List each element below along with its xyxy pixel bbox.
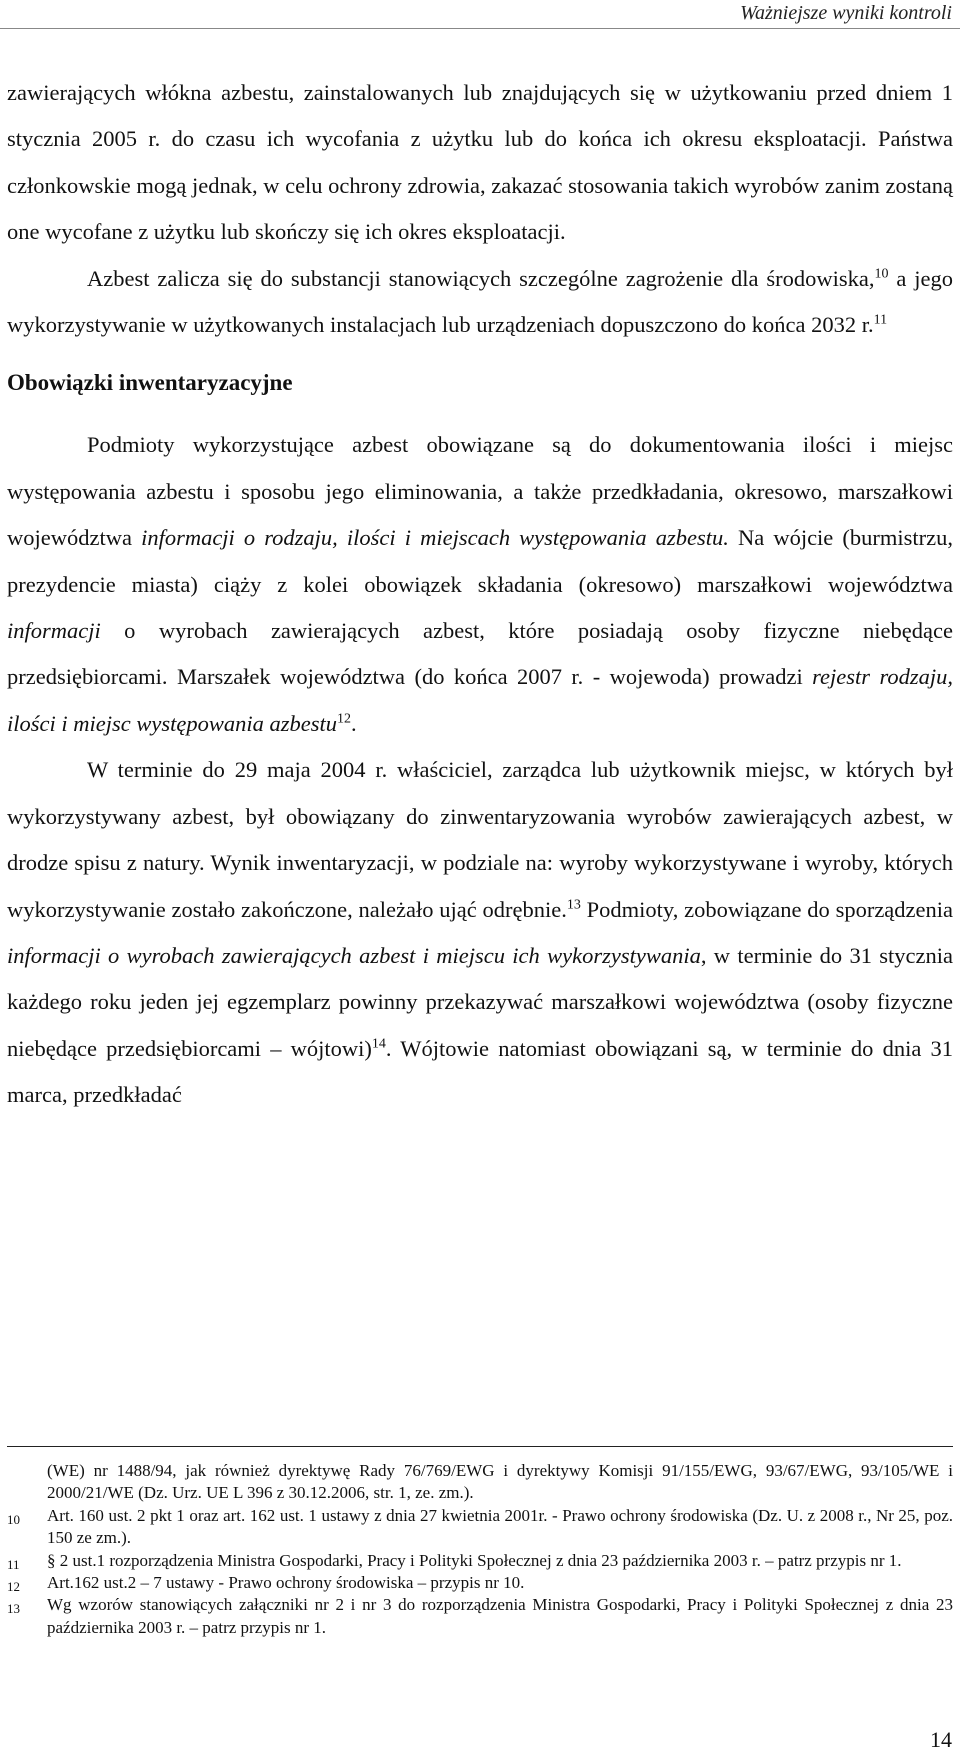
footnote-number: 12 [7, 1579, 20, 1595]
paragraph-3 [7, 422, 953, 747]
p3-text-c: o wyrobach zawierających azbest, które posiadają osoby fizyczne niebędące przedsiębiorcami. Marszałek województwa (do końca 2007 r. - wojewoda) prowadzi [7, 618, 953, 690]
footnote-text: (WE) nr 1488/94, jak również dyrektywę Rady 76/769/EWG i dyrektywy Komisji 91/155/EWG, 93/67/EWG, 93/105/WE i 2000/21/WE (Dz. Urz. UE L 396 z 30.12.2006, str. 1, ze. zm.). [47, 1461, 953, 1503]
footnote-12 [7, 1572, 953, 1594]
footnote-text: Wg wzorów stanowiących załączniki nr 2 i nr 3 do rozporządzenia Ministra Gospodarki, Pracy i Polityki Społecznej z dnia 23 października 2003 r. – patrz przypis nr 1. [47, 1595, 953, 1637]
footnote-ref-12[interactable]: 12 [336, 711, 351, 727]
p3-text-a: Podmioty wykorzystujące azbest obowiązane są do dokumentowania ilości i miejsc występowania azbestu i sposobu jego eliminowania, a także przedkładania, okresowo, marszałkowi województwa [7, 432, 953, 551]
footnote-ref-10[interactable]: 10 [874, 266, 889, 282]
p3-emphasis-2: informacji [7, 618, 101, 644]
running-header-title: Ważniejsze wyniki kontroli [740, 2, 952, 24]
p4-text-d: . Wójtowie natomiast obowiązani są, w terminie do dnia 31 marca, przedkładać [7, 1035, 953, 1108]
footnote-text: Art. 160 ust. 2 pkt 1 oraz art. 162 ust. 1 ustawy z dnia 27 kwietnia 2001r. - Prawo ochrony środowiska (Dz. U. z 2008 r., Nr 25, poz. 150 ze zm.). [47, 1505, 953, 1548]
footnote-continued [7, 1460, 953, 1505]
paragraph-4 [7, 747, 953, 1118]
p4-text-c: , w terminie do 31 stycznia każdego roku jeden jej egzemplarz powinny przekazywać marszałkowi województwa (osoby fizyczne niebędące przedsiębiorcami – wójtowi) [7, 942, 953, 1061]
footnote-10 [7, 1505, 953, 1550]
p2-text-a: Azbest zalicza się do substancji stanowiących szczególne zagrożenie dla środowiska, [87, 265, 875, 291]
p3-text-d: . [350, 710, 357, 736]
p3-emphasis-3: rejestr rodzaju, ilości i miejsc występowania azbestu [7, 664, 954, 736]
page-number: 14 [930, 1727, 952, 1752]
footnote-ref-14[interactable]: 14 [371, 1036, 386, 1052]
footnotes [7, 1460, 953, 1639]
footnote-text: Art.162 ust.2 – 7 ustawy - Prawo ochrony środowiska – przypis nr 10. [47, 1573, 525, 1593]
footnote-divider [7, 1446, 953, 1447]
footnote-number: 10 [7, 1511, 20, 1527]
p4-text-a: W terminie do 29 maja 2004 r. właściciel, zarządca lub użytkownik miejsc, w których był wykorzystywany azbest, był obowiązany do zinwentaryzowania wyrobów zawierających azbest, w drodze spisu z natury. Wynik inwentaryzacji, w podziale na: wyroby wykorzystywane i wyroby, których wykorzystywanie zostało zakończone, należało ująć odrębnie. [7, 757, 953, 922]
p2-text-b: a jego wykorzystywanie w użytkowanych instalacjach lub urządzeniach dopuszczono do końca 2032 r. [7, 265, 953, 338]
paragraph-1: zawierających włókna azbestu, zainstalowanych lub znajdujących się w użytkowaniu przed dniem 1 stycznia 2005 r. do czasu ich wycofania z użytku lub do końca ich okresu eksploatacji. Państwa członkowskie mogą jednak, w celu ochrony zdrowia, zakazać stosowania takich wyrobów zanim zostaną one wycofane z użytku lub skończy się ich okres eksploatacji. [7, 80, 953, 245]
footnote-ref-11[interactable]: 11 [873, 312, 888, 328]
footnote-ref-13[interactable]: 13 [566, 897, 581, 912]
footnote-number: 13 [7, 1601, 20, 1617]
main-text [7, 70, 953, 1119]
section-heading: Obowiązki inwentaryzacyjne [7, 370, 293, 396]
page-header [0, 0, 960, 29]
footnote-number: 11 [7, 1556, 20, 1572]
footnote-text: § 2 ust.1 rozporządzenia Ministra Gospodarki, Pracy i Polityki Społecznej z dnia 23 października 2003 r. – patrz przypis nr 1. [47, 1550, 902, 1570]
p3-emphasis-1: informacji o rodzaju, ilości i miejscach występowania azbestu. [141, 525, 729, 551]
footnote-11 [7, 1550, 953, 1572]
p4-emphasis: informacji o wyrobach zawierających azbest i miejscu ich wykorzystywania [7, 942, 701, 968]
footnote-13 [7, 1594, 953, 1639]
p3-text-b: Na wójcie (burmistrzu, prezydencie miasta) ciąży z kolei obowiązek składania (okresowo) marszałkowi województwa [7, 525, 953, 597]
paragraph-2 [7, 256, 953, 349]
p4-text-b: Podmioty, zobowiązane do sporządzenia [580, 896, 954, 922]
